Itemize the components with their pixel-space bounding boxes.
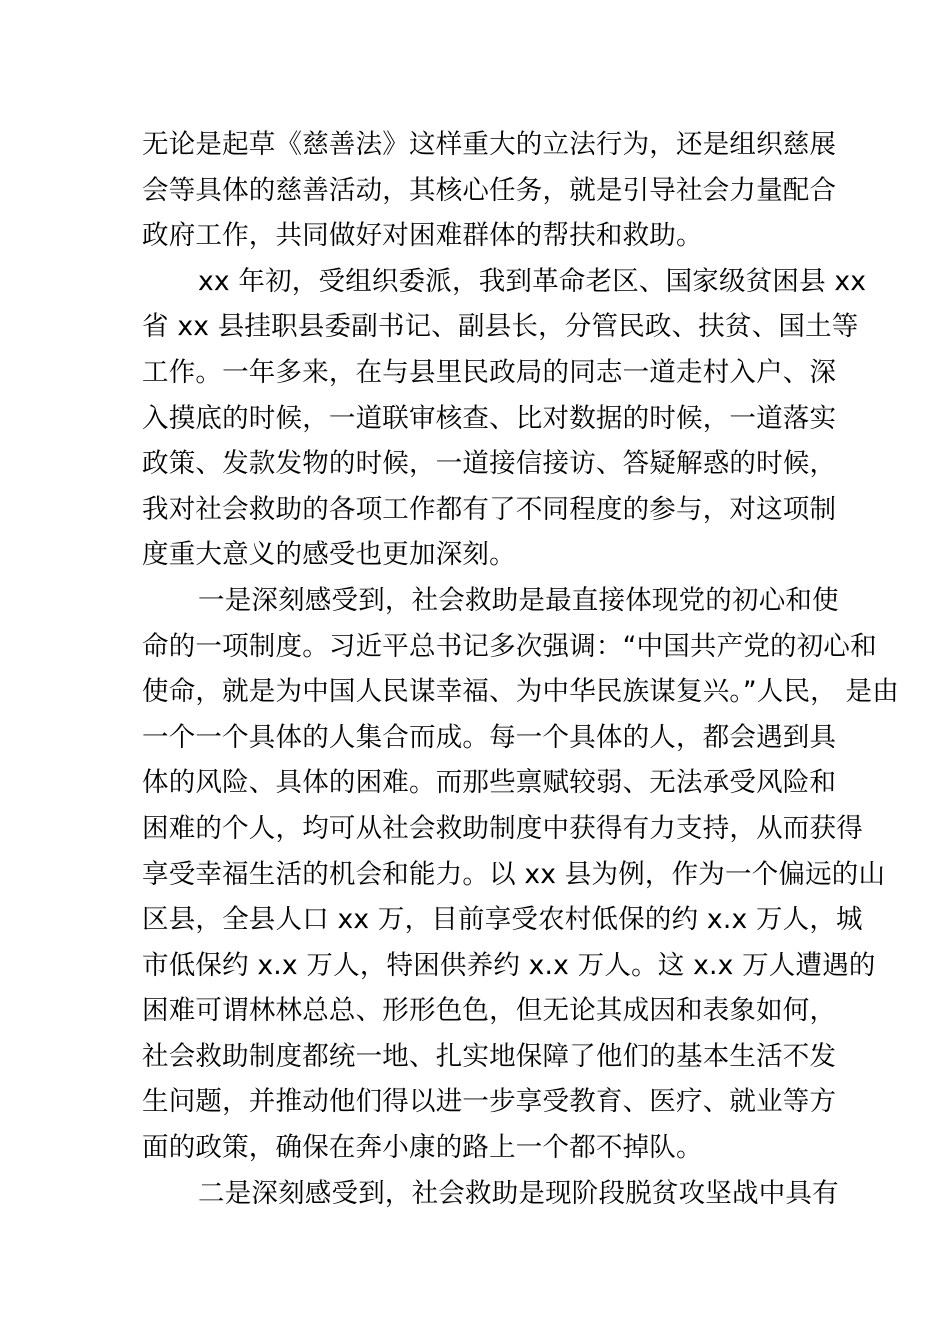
text-line: 使命，就是为中国人民谋幸福、为中华民族谋复兴。”人民， 是由 — [142, 676, 899, 708]
body-text — [142, 122, 899, 1216]
text-line: 省 xx 县挂职县委副书记、副县长，分管民政、扶贫、国土等 — [142, 311, 859, 343]
text-line: 我对社会救助的各项工作都有了不同程度的参与，对这项制 — [142, 493, 837, 525]
text-line: 度重大意义的感受也更加深刻。 — [142, 539, 516, 571]
paragraph-second-insight — [142, 1171, 839, 1217]
text-line: 工作。一年多来，在与县里民政局的同志一道走村入户、深 — [142, 356, 837, 388]
text-line: 体的风险、具体的困难。而那些禀赋较弱、无法承受风险和 — [142, 767, 837, 799]
paragraph-first-insight — [142, 578, 899, 1171]
text-line: 一个一个具体的人集合而成。每一个具体的人，都会遇到具 — [142, 721, 837, 753]
text-line: 一是深刻感受到，社会救助是最直接体现党的初心和使 — [198, 584, 839, 616]
text-line: xx 年初，受组织委派，我到革命老区、国家级贫困县 xx — [198, 265, 867, 297]
text-line: 社会救助制度都统一地、扎实地保障了他们的基本生活不发 — [142, 1040, 837, 1072]
paragraph-personal-experience — [142, 259, 867, 578]
text-line: 享受幸福生活的机会和能力。以 xx 县为例，作为一个偏远的山 — [142, 858, 886, 890]
text-line: 生问题，并推动他们得以进一步享受教育、医疗、就业等方 — [142, 1086, 837, 1118]
text-line: 困难可谓林林总总、形形色色，但无论其成因和表象如何， — [142, 995, 837, 1027]
text-line: 困难的个人，均可从社会救助制度中获得有力支持，从而获得 — [142, 812, 863, 844]
text-line: 政策、发款发物的时候，一道接信接访、答疑解惑的时候， — [142, 448, 837, 480]
text-line: 政府工作，共同做好对困难群体的帮扶和救助。 — [142, 220, 703, 252]
text-line: 二是深刻感受到，社会救助是现阶段脱贫攻坚战中具有 — [198, 1177, 839, 1209]
text-line: 入摸底的时候，一道联审核查、比对数据的时候，一道落实 — [142, 402, 837, 434]
text-line: 市低保约 x.x 万人，特困供养约 x.x 万人。这 x.x 万人遭遇的 — [142, 949, 876, 981]
text-line: 区县，全县人口 xx 万，目前享受农村低保的约 x.x 万人，城 — [142, 904, 863, 936]
paragraph-intro-continuation — [142, 122, 837, 259]
text-line: 命的一项制度。习近平总书记多次强调：“中国共产党的初心和 — [142, 630, 877, 662]
text-line: 无论是起草《慈善法》这样重大的立法行为，还是组织慈展 — [142, 129, 837, 160]
text-line: 会等具体的慈善活动，其核心任务，就是引导社会力量配合 — [142, 174, 837, 206]
text-line: 面的政策，确保在奔小康的路上一个都不掉队。 — [142, 1132, 703, 1164]
